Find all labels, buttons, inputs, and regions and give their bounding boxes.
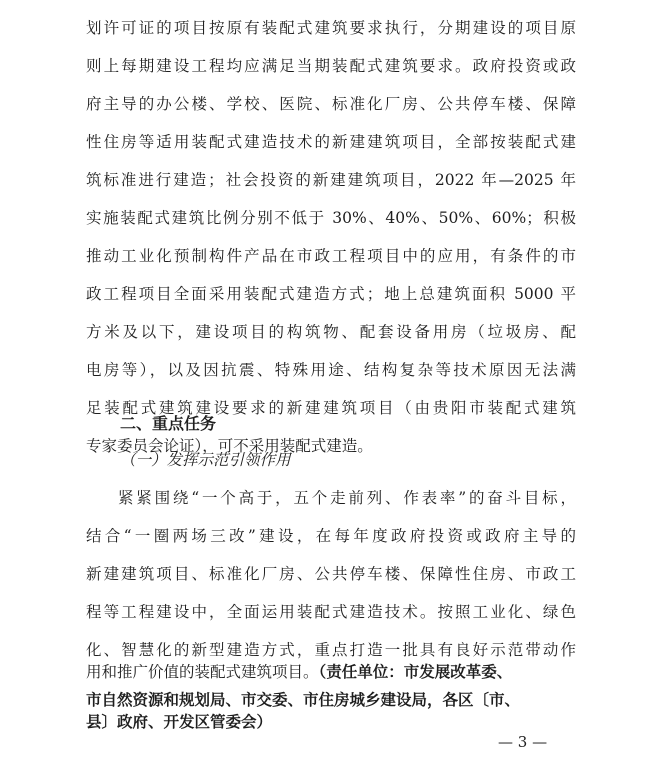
paragraph-line: 则上每期建设工程均应满足当期装配式建筑要求。政府投资或政 xyxy=(86,57,576,75)
paragraph-line xyxy=(86,662,576,682)
page-number: — 3 — xyxy=(498,733,548,751)
responsible-units-line: 市自然资源和规划局、市交委、市住房城乡建设局，各区〔市、 xyxy=(86,691,521,709)
responsible-units-line: 县〕政府、开发区管委会） xyxy=(86,713,273,731)
paragraph-line: 专家委员会论证），可不采用装配式建造。 xyxy=(86,437,373,455)
paragraph-line: 府主导的办公楼、学校、医院、标准化厂房、公共停车楼、保障 xyxy=(86,95,576,113)
paragraph-text: 用和推广价值的装配式建筑项目。 xyxy=(86,663,319,681)
paragraph-line: 新建建筑项目、标准化厂房、公共停车楼、保障性住房、市政工 xyxy=(86,565,576,583)
paragraph-line: 方米及以下，建设项目的构筑物、配套设备用房（垃圾房、配 xyxy=(86,323,576,341)
section-heading: 二、重点任务 xyxy=(120,414,217,433)
paragraph-line: 实施装配式建筑比例分别不低于 30%、40%、50%、60%；积极 xyxy=(86,209,576,227)
paragraph-line: 结合“一圈两场三改”建设，在每年度政府投资或政府主导的 xyxy=(86,527,576,545)
responsible-units-label: （责任单位：市发展改革委、 xyxy=(318,663,513,681)
paragraph-line: 政工程项目全面采用装配式建造方式；地上总建筑面积 5000 平 xyxy=(86,285,576,303)
paragraph-line: 性住房等适用装配式建造技术的新建建筑项目，全部按装配式建 xyxy=(86,133,576,151)
paragraph-line: 足装配式建筑建设要求的新建建筑项目（由贵阳市装配式建筑 xyxy=(86,399,576,417)
paragraph-line: 筑标准进行建造；社会投资的新建建筑项目，2022 年—2025 年 xyxy=(86,171,576,189)
paragraph-line: 程等工程建设中，全面运用装配式建造技术。按照工业化、绿色 xyxy=(86,603,576,621)
subsection-heading: （一）发挥示范引领作用 xyxy=(120,451,291,469)
paragraph-line: 电房等），以及因抗震、特殊用途、结构复杂等技术原因无法满 xyxy=(86,361,576,379)
paragraph-line: 紧紧围绕“一个高于，五个走前列、作表率”的奋斗目标， xyxy=(118,489,576,507)
paragraph-line: 化、智慧化的新型建造方式，重点打造一批具有良好示范带动作 xyxy=(86,641,576,659)
paragraph-line: 划许可证的项目按原有装配式建筑要求执行，分期建设的项目原 xyxy=(86,19,576,37)
paragraph-line: 推动工业化预制构件产品在市政工程项目中的应用，有条件的市 xyxy=(86,247,576,265)
